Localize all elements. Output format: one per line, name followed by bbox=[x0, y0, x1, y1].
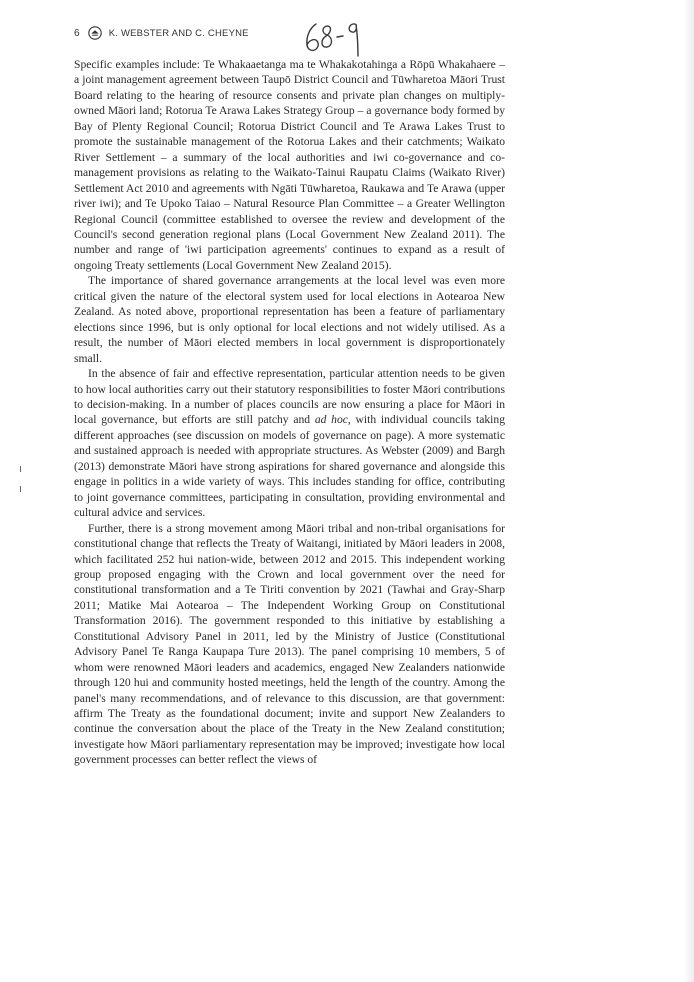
margin-mark bbox=[20, 466, 21, 472]
emphasis-text: ad hoc bbox=[314, 413, 348, 427]
page-number: 6 bbox=[74, 27, 80, 39]
publisher-logo-icon bbox=[88, 26, 102, 40]
margin-mark bbox=[20, 486, 21, 492]
running-header-authors: K. WEBSTER AND C. CHEYNE bbox=[108, 27, 249, 39]
paragraph-2: The importance of shared governance arrangements at the local level was even more critical given the nature of the electoral system used for local elections in Aotearoa New Zealand. As noted above, proportional representation has been a feature of parliamentary elections since 1996, but is only optional for local elections and not widely utilised. As a result, the number of Māori elected members in local government is disproportionately small. bbox=[74, 274, 505, 365]
running-header bbox=[74, 24, 249, 42]
paragraph-4: Further, there is a strong movement among Māori tribal and non-tribal organisations for constitutional change that reflects the Treaty of Waitangi, initiated by Māori leaders in 2008, which facilitated 252 hui nation-wide, between 2012 and 2015. This independent working group proposed engaging with the Crown and local government over the need for constitutional transformation and a Te Tiriti convention by 2021 (Tawhai and Gray-Sharp 2011; Matike Mai Aotearoa – The Independent Working Group on Constitutional Transformation 2016). The government responded to this initiative by establishing a Constitutional Advisory Panel in 2011, led by the Ministry of Justice (Constitutional Advisory Panel Te Ranga Kaupapa Ture 2013). The panel comprising 10 members, 5 of whom were renowned Māori leaders and academics, engaged New Zealanders nationwide through 120 hui and community hosted meetings, held the length of the country. Among the panel's many recommendations, and of relevance to this discussion, are that government: affirm The Treaty as the foundational document; invite and support New Zealanders to continue the conversation about the place of the Treaty in the New Zealand constitution; investigate how Māori parliamentary representation may be improved; investigate how local government processes can better reflect the views of bbox=[74, 521, 505, 767]
paragraph-1: Specific examples include: Te Whakaaetanga ma te Whakakotahinga a Rōpū Whakahaere – a joint management agreement between Taupō District Council and Tūwharetoa Māori Trust Board relating to the hearing of resource consents and private plan changes on multiply-owned Māori land; Rotorua Te Arawa Lakes Strategy Group – a governance body formed by Bay of Plenty Regional Council; Rotorua District Council and Te Arawa Lakes Trust to promote the sustainable management of the Rotorua Lakes and their catchments; Waikato River Settlement – a summary of the local authorities and iwi co-governance and co-management provisions as relating to the Waikato-Tainui Raupatu Claims (Waikato River) Settlement Act 2010 and agreements with Ngāti Tūwharetoa, Raukawa and Te Arawa (upper river iwi); and Te Upoko Taiao – Natural Resource Plan Committee – a Greater Wellington Regional Council (committee established to oversee the review and development of the Council's second generation regional plans (Local Government New Zealand 2011). The number and range of 'iwi participation agreements' continues to expand as a result of ongoing Treaty settlements (Local Government New Zealand 2015). bbox=[74, 58, 505, 272]
scan-edge-shadow bbox=[684, 0, 694, 982]
article-body bbox=[74, 57, 505, 768]
handwritten-annotation bbox=[300, 18, 370, 60]
paragraph-3: In the absence of fair and effective representation, particular attention needs to be given to how local authorities carry out their statutory responsibilities to foster Māori contributions to decision-making. In a number of places councils are now ensuring a place for Māori in local governance, but efforts are still patchy and ad hoc, with individual councils taking different approaches (see discussion on models of governance on page). A more systematic and sustained approach is needed with appropriate structures. As Webster (2009) and Bargh (2013) demonstrate Māori have strong aspirations for shared governance and alongside this engage in politics in a wide variety of ways. This includes standing for office, contributing to joint governance committees, participating in consultation, providing environmental and cultural advice and services. bbox=[74, 367, 506, 520]
